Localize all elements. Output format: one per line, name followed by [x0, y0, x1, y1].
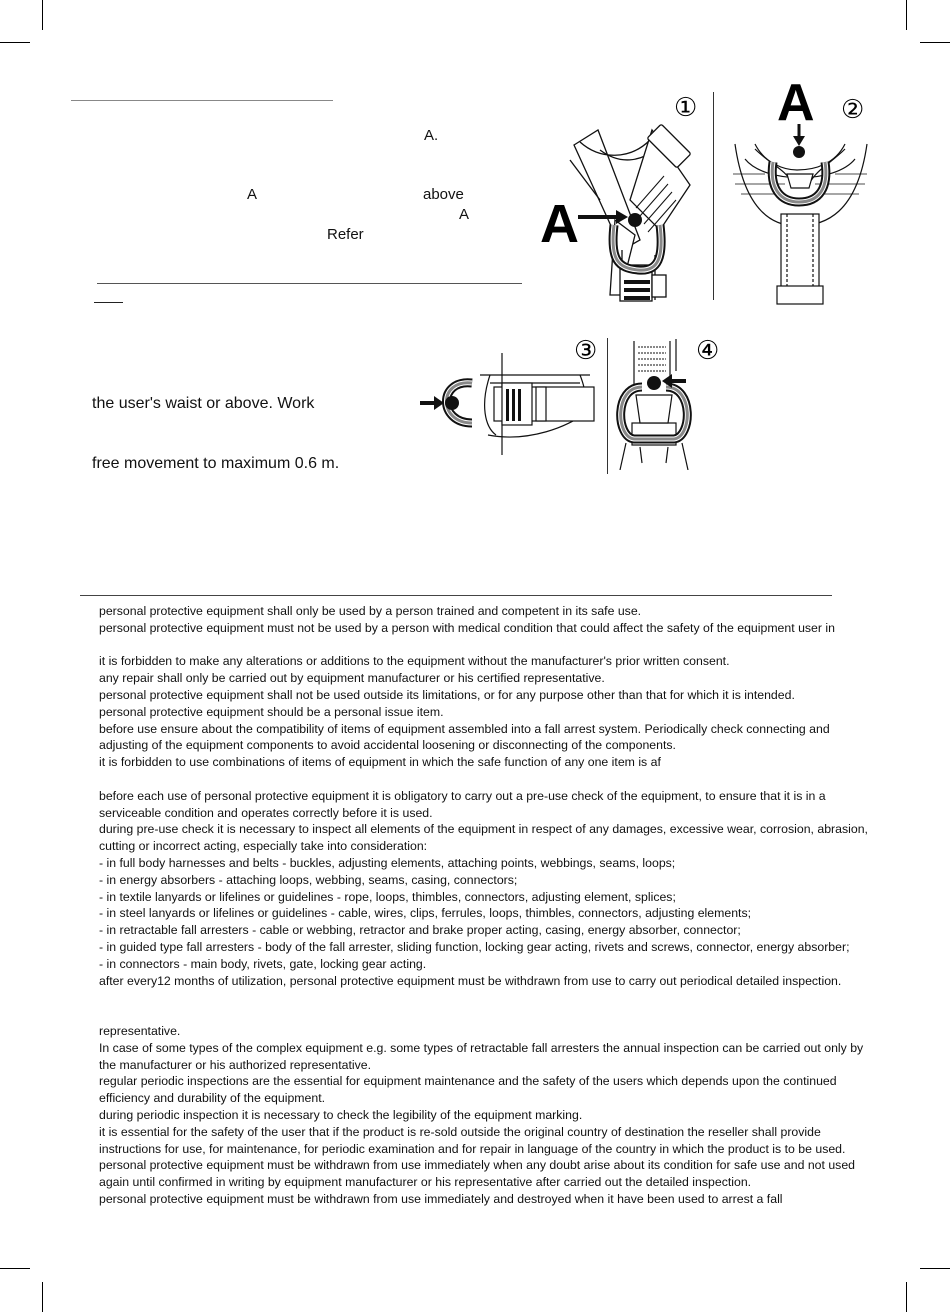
body-line: it is essential for the safety of the user that if the product is re-sold outside the original country of destination the reseller shall provide [99, 1124, 821, 1139]
body-line: again until confirmed in writing by equipment manufacturer or his representative after carried out the detailed inspection. [99, 1175, 752, 1190]
body-line: - in steel lanyards or lifelines or guidelines - cable, wires, clips, ferrules, loops, thimbles, connectors, adjusting elements; [99, 906, 752, 921]
body-line: instructions for use, for maintenance, for periodic examination and for repair in language of the country in which the product is to be used. [99, 1141, 846, 1156]
figure-2-back-attachment [725, 74, 875, 306]
body-line: regular periodic inspections are the essential for equipment maintenance and the safety of the users which depends upon the continued [99, 1074, 837, 1089]
letter-a-fragment: A. [424, 127, 439, 144]
body-line [99, 1006, 869, 1023]
crop-mark [920, 42, 950, 43]
movement-text: free movement to maximum 0.6 m. [92, 455, 340, 472]
figure-divider [607, 338, 608, 474]
figure-4-number: ④ [696, 335, 720, 365]
body-line: serviceable condition and operates correctly before it is used. [99, 805, 433, 820]
crop-mark [42, 0, 43, 30]
letter-a-fragment: A [459, 206, 470, 223]
figure-divider [713, 92, 714, 300]
waist-text: the user's waist or above. Work [92, 395, 315, 412]
body-line: representative. [99, 1023, 181, 1038]
body-line: it is forbidden to use combinations of items of equipment in which the safe function of any one item is af [99, 755, 661, 770]
body-line: during pre-use check it is necessary to inspect all elements of the equipment in respect of any damages, excessive wear, corrosion, abrasion, [99, 822, 868, 837]
body-line: - in retractable fall arresters - cable or webbing, retractor and brake proper acting, casing, energy absorber, connector; [99, 923, 741, 938]
crop-mark [0, 42, 30, 43]
section-rule [97, 283, 522, 284]
body-line: any repair shall only be carried out by equipment manufacturer or his certified representative. [99, 671, 605, 686]
body-line: personal protective equipment shall only be used by a person trained and competent in its safe use. [99, 604, 642, 618]
figure-1-number: ① [674, 92, 698, 122]
body-line: - in guided type fall arresters - body of the fall arrester, sliding function, locking gear acting, rivets and screws, connector, energy absorber; [99, 939, 850, 954]
body-line: - in textile lanyards or lifelines or guidelines - rope, loops, thimbles, connectors, adjusting element, splices; [99, 889, 676, 904]
figure-4-front-loop [612, 335, 722, 470]
body-line: after every12 months of utilization, personal protective equipment must be withdrawn from use to carry out periodical detailed inspection. [99, 973, 842, 988]
body-line: it is forbidden to make any alterations or additions to the equipment without the manufacturer's prior written consent. [99, 654, 730, 669]
body-line: during periodic inspection it is necessary to check the legibility of the equipment marking. [99, 1107, 583, 1122]
body-section-rule [80, 595, 832, 596]
body-line: - in connectors - main body, rivets, gate, locking gear acting. [99, 956, 427, 971]
figure-3-number: ③ [574, 335, 598, 365]
crop-mark [42, 1282, 43, 1312]
body-line [99, 989, 869, 1006]
figure-2-letter: A [777, 74, 815, 132]
figure-3-waist-attachment [410, 335, 605, 465]
crop-mark [920, 1268, 950, 1269]
figure-2-number: ② [841, 94, 865, 124]
body-line: cutting or incorrect acting, especially take into consideration: [99, 839, 428, 854]
figure-1-chest-attachment [540, 90, 710, 302]
body-line: personal protective equipment should be a personal issue item. [99, 704, 444, 719]
body-line: efficiency and durability of the equipment. [99, 1091, 326, 1106]
refer-fragment: Refer [327, 226, 364, 243]
body-text [99, 603, 869, 1208]
letter-a-fragment: A [247, 186, 258, 203]
body-line: In case of some types of the complex equipment e.g. some types of retractable fall arresters the annual inspection can be carried out only by [99, 1040, 864, 1055]
body-line: before each use of personal protective equipment it is obligatory to carry out a pre-use check of the equipment, to ensure that it is in a [99, 788, 826, 803]
body-line: the manufacturer or his authorized representative. [99, 1057, 372, 1072]
short-rule [94, 302, 123, 303]
body-line: personal protective equipment shall not be used outside its limitations, or for any purpose other than that for which it is intended. [99, 687, 795, 702]
figure-1-letter: A [540, 194, 579, 254]
above-fragment: above [423, 186, 464, 203]
body-line [99, 637, 869, 654]
body-line: adjusting of the equipment components to avoid accidental loosening or disconnecting of the components. [99, 738, 676, 753]
crop-mark [906, 1282, 907, 1312]
body-line: personal protective equipment must be withdrawn from use immediately when any doubt arise about its condition for safe use and not used [99, 1158, 856, 1173]
body-line: personal protective equipment must not be used by a person with medical condition that could affect the safety of the equipment user in [99, 620, 835, 635]
crop-mark [0, 1268, 30, 1269]
heading-rule [71, 100, 333, 101]
body-line [99, 771, 869, 788]
body-line: before use ensure about the compatibility of items of equipment assembled into a fall arrest system. Periodically check connecting and [99, 721, 830, 736]
body-line: personal protective equipment must be withdrawn from use immediately and destroyed when it have been used to arrest a fall [99, 1191, 783, 1206]
body-line: - in energy absorbers - attaching loops, webbing, seams, casing, connectors; [99, 872, 518, 887]
body-line: - in full body harnesses and belts - buckles, adjusting elements, attaching points, webbings, seams, loops; [99, 855, 676, 870]
crop-mark [906, 0, 907, 30]
